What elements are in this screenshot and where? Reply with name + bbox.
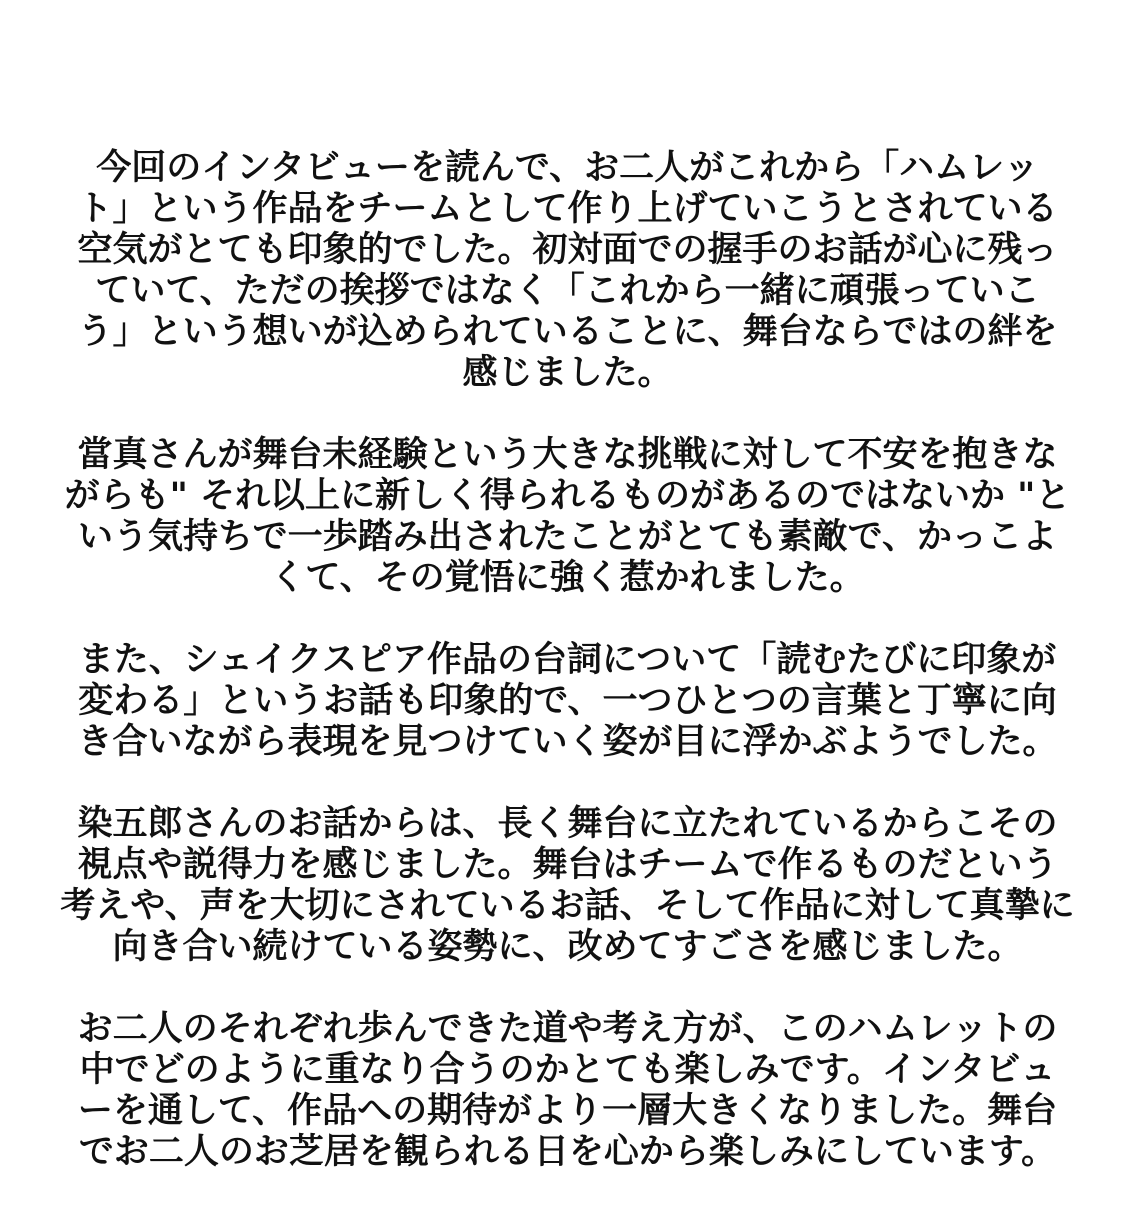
text-line: でお二人のお芝居を観られる日を心から楽しみにしています。 [78,1132,1057,1172]
text-line: 中でどのように重なり合うのかとても楽しみです。インタビュ [79,1050,1056,1090]
text-line: がらも" それ以上に新しく得られるものがあるのではないか "と [64,476,1071,516]
text-line: いう気持ちで一歩踏み出されたことがとても素敵で、かっこよ [78,517,1057,557]
paragraph-5 [0,1009,1135,1173]
text-line: 向き合い続けている姿勢に、改めてすごさを感じました。 [112,927,1023,967]
text-line: 染五郎さんのお話からは、長く舞台に立たれているからこその [77,804,1058,844]
paragraph-2 [0,435,1135,599]
paragraph-3 [0,640,1135,763]
paragraph-4 [0,804,1135,968]
text-line: ト」という作品をチームとして作り上げていこうとされている [77,189,1058,229]
text-line: お二人のそれぞれ歩んできた道や考え方が、このハムレットの [77,1009,1058,1049]
text-line: 考えや、声を大切にされているお話、そして作品に対して真摯に [60,886,1075,926]
text-line: また、シェイクスピア作品の台詞について「読むたびに印象が [78,640,1057,680]
text-line: き合いながら表現を見つけていく姿が目に浮かぶようでした。 [77,722,1058,762]
text-line: ーを通して、作品への期待がより一層大きくなりました。舞台 [77,1091,1058,1131]
text-line: 空気がとても印象的でした。初対面での握手のお話が心に残っ [77,230,1058,270]
text-line: う」という想いが込められていることに、舞台ならではの絆を [77,312,1058,352]
text-line: 今回のインタビューを読んで、お二人がこれから「ハムレッ [96,148,1039,188]
paragraph-1 [0,148,1135,394]
text-line: 視点や説得力を感じました。舞台はチームで作るものだという [77,845,1058,885]
text-line: 當真さんが舞台未経験という大きな挑戦に対して不安を抱きな [77,435,1058,475]
text-line: 感じました。 [462,353,673,393]
text-line: ていて、ただの挨拶ではなく「これから一緒に頑張っていこ [95,271,1040,311]
text-line: くて、その覚悟に強く惹かれました。 [270,558,865,598]
message-text-block [0,148,1135,1214]
text-line: 変わる」というお話も印象的で、一つひとつの言葉と丁寧に向 [78,681,1057,721]
